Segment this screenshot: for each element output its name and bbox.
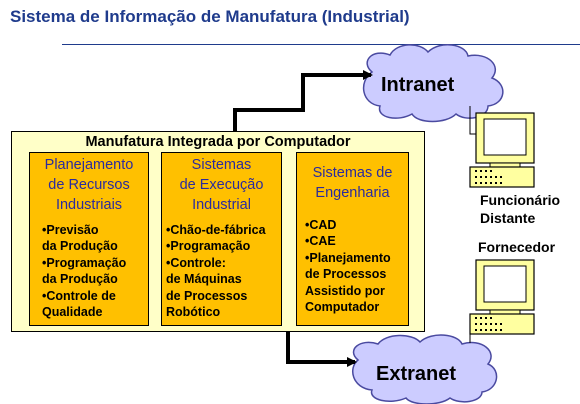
page-title: Sistema de Informação de Manufatura (Industrial) — [10, 7, 410, 26]
arrow-to-extranet — [288, 332, 355, 362]
heading-line: Sistemas de — [312, 165, 393, 181]
arrow-to-intranet — [235, 75, 371, 131]
module-item: de Processos — [166, 288, 248, 303]
heading-line: Sistemas — [191, 157, 252, 173]
module-item: da Produção — [42, 272, 118, 287]
module-item: Qualidade — [42, 305, 103, 320]
label-line: Distante — [480, 210, 536, 226]
module-execucao — [161, 152, 282, 326]
module-engenharia — [296, 152, 409, 326]
heading-line: de Execução — [179, 177, 264, 193]
heading-line: Industriais — [55, 197, 123, 213]
module-item: •Planejamento — [305, 250, 391, 265]
cim-label: Manufatura Integrada por Computador — [85, 134, 351, 150]
module-item: Computador — [305, 300, 380, 315]
heading-line: de Recursos — [48, 177, 130, 193]
module-item: •Chão-de-fábrica — [166, 223, 266, 237]
heading-line: Planejamento — [44, 157, 134, 173]
computer-terminal-icon — [470, 260, 534, 334]
module-item: da Produção — [42, 239, 118, 254]
intranet-label: Intranet — [381, 74, 455, 96]
module-items — [297, 217, 408, 315]
heading-line: Industrial — [192, 197, 251, 213]
module-item: •Controle de — [42, 288, 116, 303]
module-item: de Processos — [305, 267, 387, 282]
remote-employee-label — [480, 191, 560, 227]
module-heading — [162, 153, 281, 215]
module-item: •CAD — [305, 218, 337, 232]
module-item: •Programação — [166, 239, 251, 254]
module-item: •Controle: — [166, 255, 226, 270]
module-heading — [297, 153, 408, 203]
module-item: •Previsão — [42, 223, 99, 237]
heading-line: Engenharia — [315, 185, 390, 201]
module-item: •Programação — [42, 255, 127, 270]
module-planejamento — [29, 152, 149, 326]
extranet-label: Extranet — [376, 363, 457, 385]
module-item: Robótico — [166, 305, 221, 320]
computer-terminal-icon — [470, 113, 534, 187]
module-item: de Máquinas — [166, 272, 242, 287]
module-items — [30, 222, 148, 320]
label-line: Funcionário — [480, 192, 561, 208]
supplier-label: Fornecedor — [478, 239, 556, 255]
module-item: •CAE — [305, 234, 336, 249]
module-heading — [30, 153, 148, 215]
module-item: Assistido por — [305, 283, 385, 298]
module-items — [162, 222, 281, 320]
